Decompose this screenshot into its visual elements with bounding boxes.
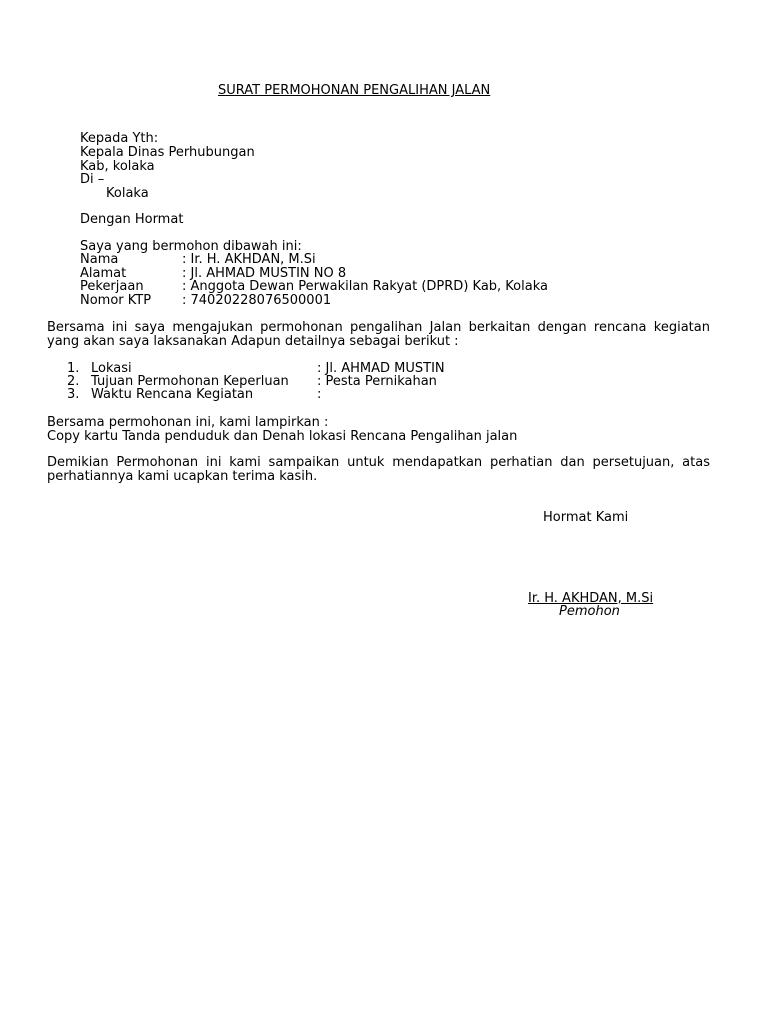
applicant-row-occupation — [80, 280, 548, 294]
detail-label: Lokasi — [91, 361, 132, 376]
request-paragraph: Bersama ini saya mengajukan permohonan pengalihan Jalan berkaitan dengan rencana kegiatan yang akan saya laksanakan Adapun detailnya sebagai berikut : — [47, 320, 710, 349]
signature-role: Pemohon — [559, 604, 620, 619]
detail-value: : — [317, 387, 322, 402]
signature-name: Ir. H. AKHDAN, M.Si — [528, 591, 654, 606]
recipient-line-5: Kolaka — [106, 186, 149, 201]
signature-salutation: Hormat Kami — [543, 510, 629, 525]
applicant-value: : Jl. AHMAD MUSTIN NO 8 — [182, 266, 347, 281]
applicant-intro: Saya yang bermohon dibawah ini: — [80, 239, 302, 254]
greeting: Dengan Hormat — [80, 212, 184, 227]
applicant-value: : Ir. H. AKHDAN, M.Si — [182, 252, 316, 267]
attachment-description: Copy kartu Tanda penduduk dan Denah lokasi Rencana Pengalihan jalan — [47, 429, 518, 444]
recipient-line-4: Di – — [80, 172, 105, 187]
applicant-row-ktp — [80, 294, 331, 308]
applicant-label: Alamat — [80, 266, 127, 281]
document-title: SURAT PERMOHONAN PENGALIHAN JALAN — [218, 83, 491, 98]
applicant-label: Nomor KTP — [80, 293, 152, 308]
detail-number: 3. — [67, 387, 80, 402]
detail-number: 1. — [67, 361, 80, 376]
detail-value: : Pesta Pernikahan — [317, 374, 437, 389]
detail-value: : Jl. AHMAD MUSTIN — [317, 361, 445, 376]
detail-label: Waktu Rencana Kegiatan — [91, 387, 254, 402]
detail-number: 2. — [67, 374, 80, 389]
recipient-line-1: Kepada Yth: — [80, 131, 159, 146]
attachment-intro: Bersama permohonan ini, kami lampirkan : — [47, 415, 329, 430]
applicant-label: Nama — [80, 252, 119, 267]
applicant-label: Pekerjaan — [80, 279, 144, 294]
recipient-line-2: Kepala Dinas Perhubungan — [80, 145, 255, 160]
applicant-value: : Anggota Dewan Perwakilan Rakyat (DPRD) Kab, Kolaka — [182, 279, 548, 294]
detail-label: Tujuan Permohonan Keperluan — [91, 374, 289, 389]
applicant-row-name — [80, 253, 316, 267]
closing-paragraph: Demikian Permohonan ini kami sampaikan untuk mendapatkan perhatian dan persetujuan, atas perhatiannya kami ucapkan terima kasih. — [47, 455, 710, 484]
detail-item-time — [67, 388, 321, 402]
applicant-value: : 74020228076500001 — [182, 293, 332, 308]
recipient-line-3: Kab, kolaka — [80, 159, 155, 174]
